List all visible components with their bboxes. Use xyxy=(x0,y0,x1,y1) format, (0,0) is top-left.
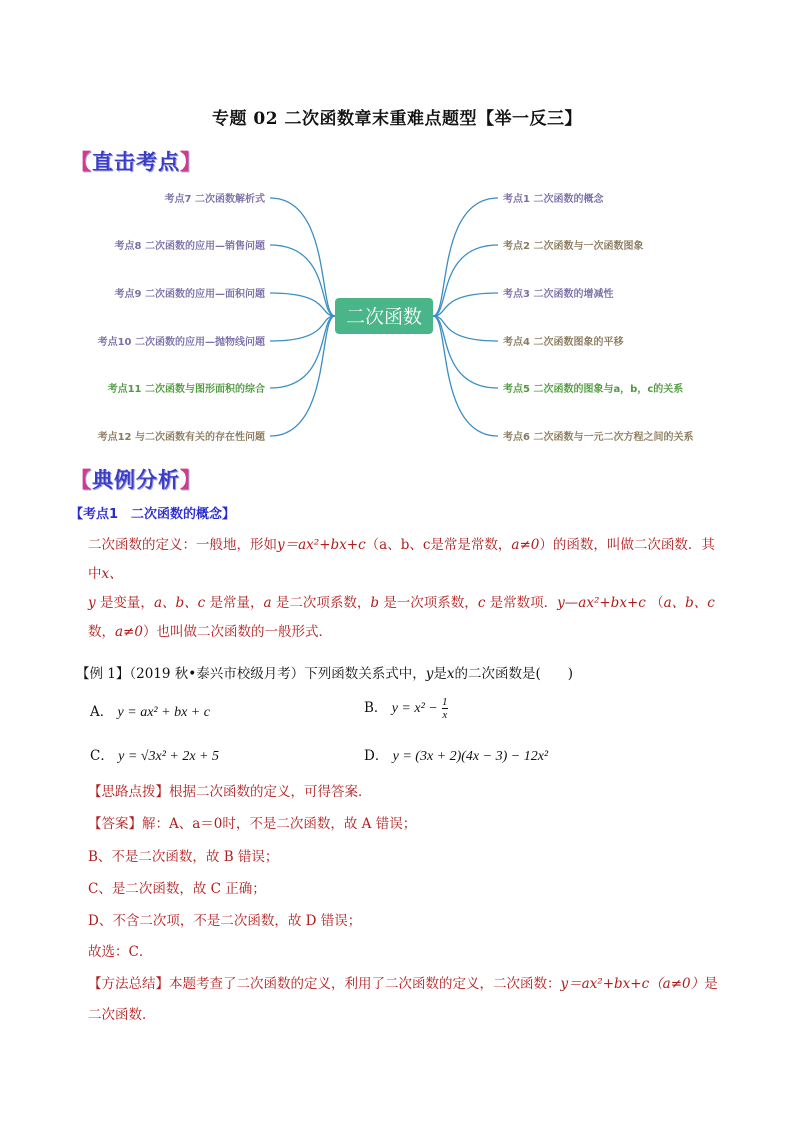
mind-map-left-branches xyxy=(98,192,265,443)
mind-map-center-label: 二次函数 xyxy=(345,306,423,328)
mind-map-right-connector xyxy=(433,245,498,316)
mind-map-right-label: 考点6 二次函数与一元二次方程之间的关系 xyxy=(503,432,694,443)
mind-map-right-branches xyxy=(503,192,693,443)
example-1-question: 【例 1】（2019 秋•泰兴市校级月考）下列函数关系式中，y是x的二次函数是( ) xyxy=(76,666,574,682)
mind-map-right-connector xyxy=(433,293,498,316)
option-a: A． y = ax² + bx + c xyxy=(90,704,210,720)
mind-map-right-connector xyxy=(433,316,498,388)
mind-map-left-connector xyxy=(270,316,335,388)
answer-line-2: B、不是二次函数，故 B 错误； xyxy=(88,849,279,865)
key-point-1-heading: 【考点1 二次函数的概念】 xyxy=(70,507,236,522)
option-b: B． y = x² − $\frac{1}{x}$ xyxy=(364,696,448,721)
mind-map-left-connector xyxy=(270,245,335,316)
mind-map-right-connector xyxy=(433,316,498,436)
section-heading-examples: 【典例分析】 xyxy=(70,468,202,492)
mind-map-left-label: 考点10 二次函数的应用—抛物线问题 xyxy=(97,337,265,348)
mind-map-left-connector xyxy=(270,293,335,316)
summary-line-2: 二次函数． xyxy=(88,1007,156,1023)
definition-line-3: 数，a≠0）也叫做二次函数的一般形式． xyxy=(88,624,332,640)
mind-map-right-connector xyxy=(433,198,498,316)
mind-map-left-label: 考点12 与二次函数有关的存在性问题 xyxy=(97,432,265,443)
page-title: 专题 02 二次函数章末重难点题型【举一反三】 xyxy=(212,109,582,129)
definition-line-1: 二次函数的定义：一般地，形如y＝ax²+bx+c（a、b、c是常是常数，a≠0）的函数，叫做二次函数．其中x、 xyxy=(88,537,715,582)
answer-line-4: D、不含二次项，不是二次函数，故 D 错误； xyxy=(88,913,362,929)
hint-line: 【思路点拨】根据二次函数的定义，可得答案． xyxy=(88,784,372,800)
summary-line-1: 【方法总结】本题考查了二次函数的定义，利用了二次函数的定义，二次函数：y＝ax²+bx+c（a≠0）是 xyxy=(88,976,718,992)
mind-map-right-label: 考点5 二次函数的图象与a，b，c的关系 xyxy=(503,384,684,395)
definition-line-2: y 是变量，a、b、c 是常量，a 是二次项系数，b 是一次项系数，c 是常数项．y—ax²+bx+c （a、b、c xyxy=(88,595,715,611)
mind-map-right-label: 考点3 二次函数的增减性 xyxy=(503,289,614,300)
answer-line-3: C、是二次函数，故 C 正确； xyxy=(88,881,266,897)
mind-map-right-label: 考点1 二次函数的概念 xyxy=(503,194,604,205)
mind-map-left-connector xyxy=(270,198,335,316)
mind-map-left-label: 考点11 二次函数与图形面积的综合 xyxy=(107,384,265,395)
mind-map-right-connector xyxy=(433,316,498,341)
mind-map xyxy=(0,180,794,450)
answer-line-1: 【答案】解：A、a＝0时，不是二次函数，故 A 错误； xyxy=(88,816,417,832)
option-d: D． y = (3x + 2)(4x − 3) − 12x² xyxy=(364,748,549,764)
definition-paragraph xyxy=(88,531,728,647)
mind-map-left-connector xyxy=(270,316,335,341)
mind-map-left-label: 考点7 二次函数解析式 xyxy=(164,194,265,205)
section-heading-key-points: 【直击考点】 xyxy=(70,150,202,174)
mind-map-left-connector xyxy=(270,316,335,436)
mind-map-left-label: 考点8 二次函数的应用—销售问题 xyxy=(114,241,265,252)
option-b-fraction: $\frac{1}{x}$ xyxy=(442,696,448,721)
mind-map-right-label: 考点4 二次函数图象的平移 xyxy=(503,337,624,348)
option-c: C． y = √3x² + 2x + 5 xyxy=(90,748,220,764)
mind-map-right-label: 考点2 二次函数与一次函数图象 xyxy=(503,241,644,252)
mind-map-left-label: 考点9 二次函数的应用—面积问题 xyxy=(114,289,265,300)
answer-line-5: 故选：C． xyxy=(88,944,153,960)
